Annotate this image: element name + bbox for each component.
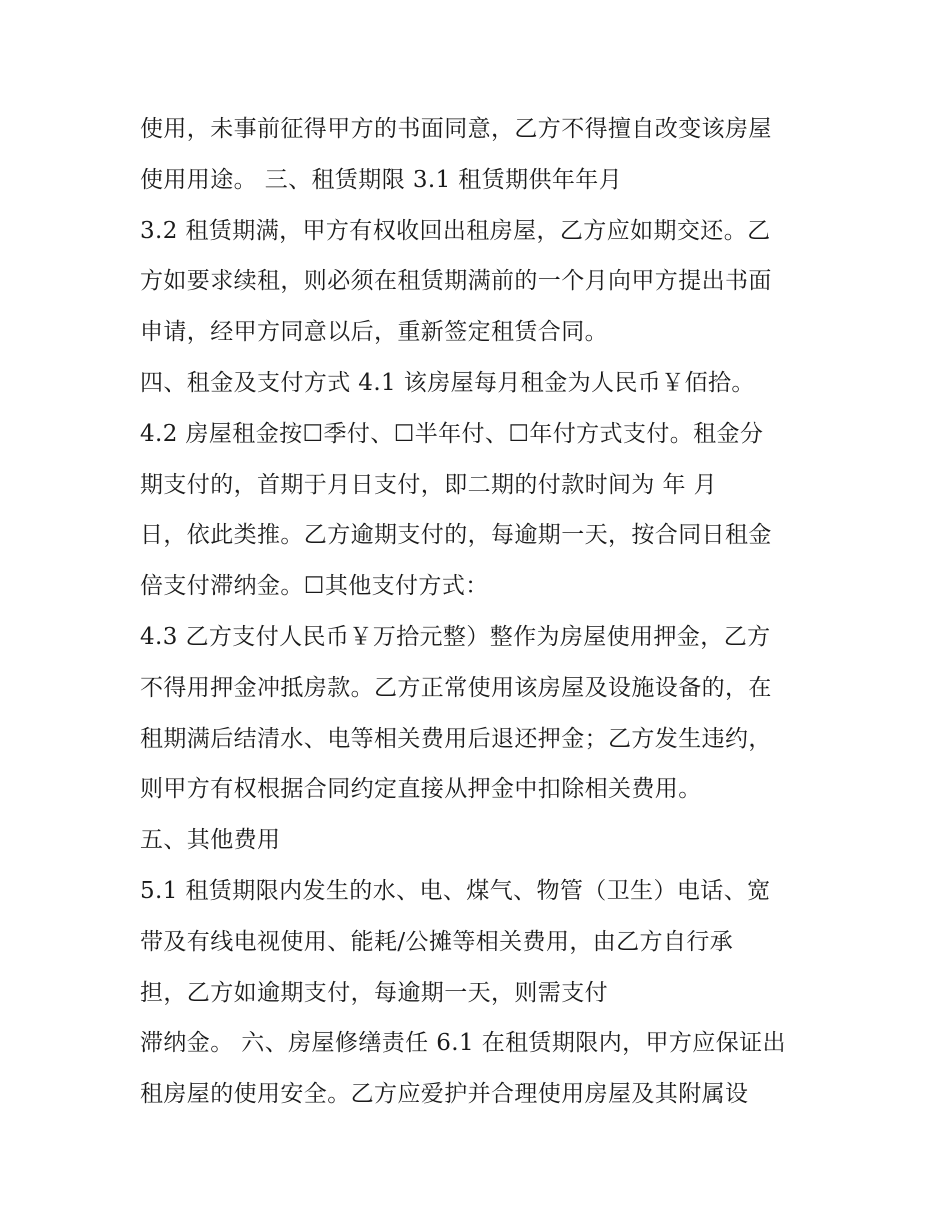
text-line: 5.1 租赁期限内发生的水、电、煤气、物管（卫生）电话、宽 xyxy=(140,877,771,904)
text-line: 五、其他费用 xyxy=(140,827,281,854)
text-line: 方如要求续租，则必须在租赁期满前的一个月向甲方提出书面 xyxy=(140,268,772,295)
text-line: 使用，未事前征得甲方的书面同意，乙方不得擅自改变该房屋 xyxy=(140,116,772,142)
text-line: 使用用途。 三、租赁期限 3.1 租赁期供年年月 xyxy=(140,166,623,193)
text-line: 倍支付滞纳金。☐其他支付方式： xyxy=(140,573,489,600)
text-line: 4.3 乙方支付人民币￥万拾元整）整作为房屋使用押金，乙方 xyxy=(140,623,771,650)
text-line: 日，依此类推。乙方逾期支付的，每逾期一天，按合同日租金 xyxy=(140,522,772,549)
text-line: 滞纳金。 六、房屋修缮责任 6.1 在租赁期限内，甲方应保证出 xyxy=(140,1030,786,1057)
text-line: 期支付的，首期于月日支付，即二期的付款时间为 年 月 xyxy=(140,471,718,498)
text-line: 担，乙方如逾期支付，每逾期一天，则需支付 xyxy=(140,979,608,1006)
text-line: 四、租金及支付方式 4.1 该房屋每月租金为人民币￥佰拾。 xyxy=(140,369,755,396)
text-line: 租房屋的使用安全。乙方应爱护并合理使用房屋及其附属设 xyxy=(140,1081,749,1108)
text-line: 申请，经甲方同意以后，重新签定租赁合同。 xyxy=(140,319,608,346)
text-line: 则甲方有权根据合同约定直接从押金中扣除相关费用。 xyxy=(140,776,702,803)
text-line: 4.2 房屋租金按☐季付、☐半年付、☐年付方式支付。租金分 xyxy=(140,420,764,447)
text-line: 租期满后结清水、电等相关费用后退还押金；乙方发生违约， xyxy=(140,725,772,752)
text-line: 不得用押金冲抵房款。乙方正常使用该房屋及设施设备的，在 xyxy=(140,674,772,701)
text-line: 3.2 租赁期满，甲方有权收回出租房屋，乙方应如期交还。乙 xyxy=(140,217,771,244)
text-line: 带及有线电视使用、能耗/公摊等相关费用，由乙方自行承 xyxy=(140,928,734,955)
contract-body-text xyxy=(140,104,830,1120)
